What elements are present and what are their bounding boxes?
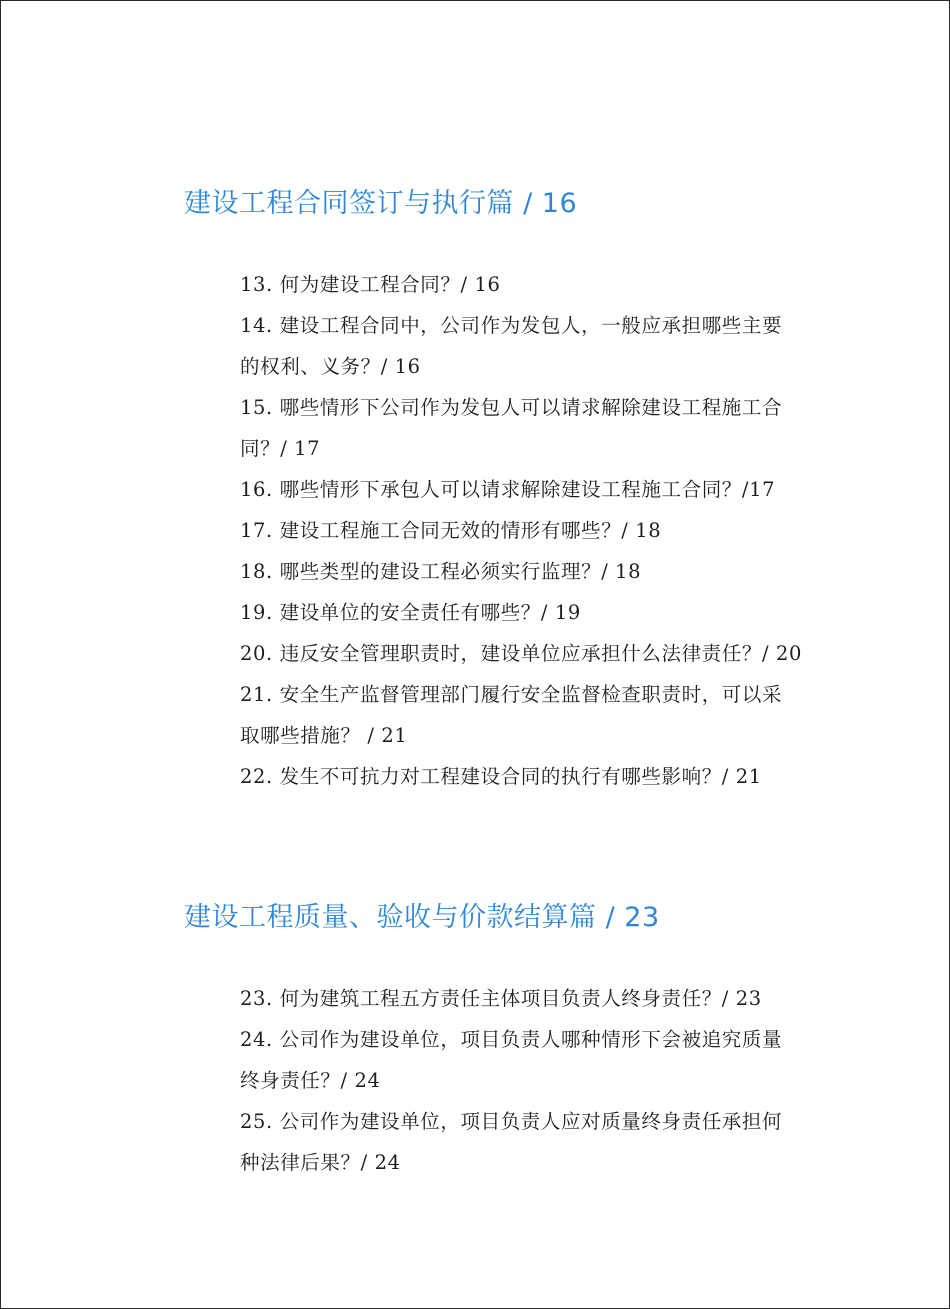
toc-entry: 20. 违反安全管理职责时，建设单位应承担什么法律责任？/ 20 bbox=[240, 642, 802, 665]
toc-entry: 13. 何为建设工程合同？/ 16 bbox=[240, 273, 501, 296]
toc-entry: 22. 发生不可抗力对工程建设合同的执行有哪些影响？/ 21 bbox=[240, 765, 762, 788]
section-title: 建设工程质量、验收与价款结算篇 / 23 bbox=[184, 902, 660, 933]
toc-list bbox=[240, 264, 840, 797]
toc-entry-continuation: 取哪些措施？ / 21 bbox=[240, 724, 408, 747]
toc-entry-continuation: 终身责任？/ 24 bbox=[240, 1069, 381, 1092]
toc-entry: 21. 安全生产监督管理部门履行安全监督检查职责时，可以采 bbox=[240, 683, 783, 706]
section-title: 建设工程合同签订与执行篇 / 16 bbox=[184, 188, 578, 219]
toc-entry: 15. 哪些情形下公司作为发包人可以请求解除建设工程施工合 bbox=[240, 396, 783, 419]
toc-entry: 14. 建设工程合同中，公司作为发包人，一般应承担哪些主要 bbox=[240, 314, 783, 337]
toc-entry: 25. 公司作为建设单位，项目负责人应对质量终身责任承担何 bbox=[240, 1110, 783, 1133]
toc-entry-continuation: 的权利、义务？/ 16 bbox=[240, 355, 421, 378]
toc-entry-continuation: 种法律后果？/ 24 bbox=[240, 1151, 401, 1174]
toc-entry-continuation: 同？/ 17 bbox=[240, 437, 321, 460]
toc-list bbox=[240, 978, 840, 1183]
toc-entry: 23. 何为建筑工程五方责任主体项目负责人终身责任？/ 23 bbox=[240, 987, 762, 1010]
toc-entry: 18. 哪些类型的建设工程必须实行监理？/ 18 bbox=[240, 560, 642, 583]
toc-entry: 17. 建设工程施工合同无效的情形有哪些？/ 18 bbox=[240, 519, 662, 542]
toc-entry: 16. 哪些情形下承包人可以请求解除建设工程施工合同？/17 bbox=[240, 478, 776, 501]
toc-entry: 24. 公司作为建设单位，项目负责人哪种情形下会被追究质量 bbox=[240, 1028, 783, 1051]
toc-entry: 19. 建设单位的安全责任有哪些？/ 19 bbox=[240, 601, 581, 624]
